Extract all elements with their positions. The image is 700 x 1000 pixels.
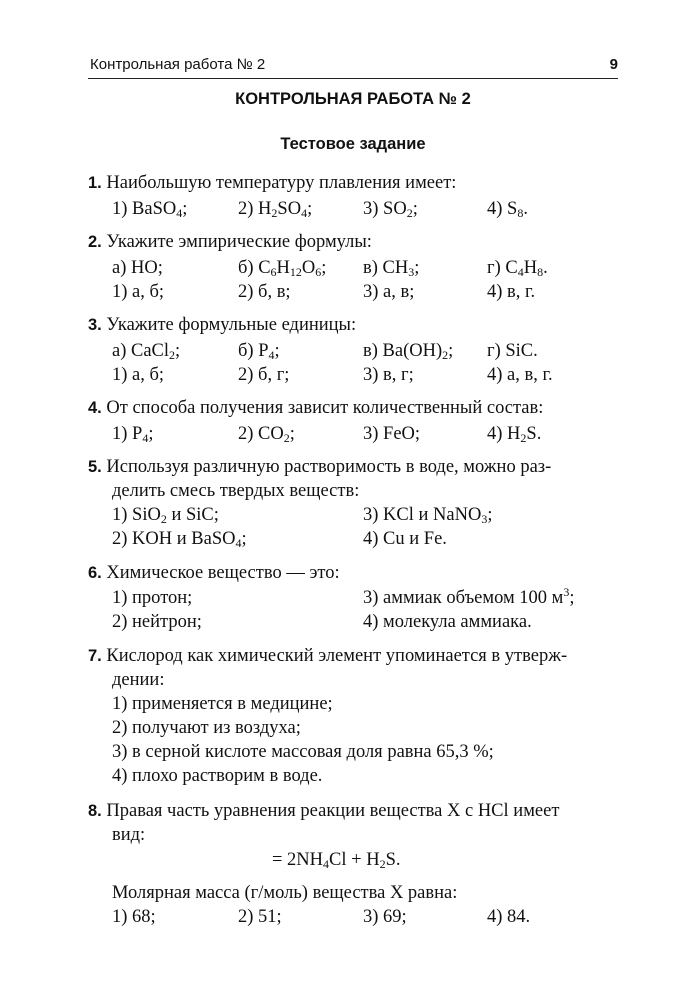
running-header <box>88 56 618 80</box>
question-text-continued: делить смесь твердых веществ: <box>112 481 360 501</box>
answer-option: 3) а, в; <box>363 282 415 302</box>
question-number: 8. <box>88 802 102 820</box>
reaction-equation: = $2NH_4Cl + H_2S$. <box>272 850 401 871</box>
question-text-continued: Молярная масса (г/моль) вещества X равна: <box>112 883 458 903</box>
question-6 <box>88 561 618 585</box>
question-text: Наибольшую температуру плавления имеет: <box>106 173 457 193</box>
formula-option: г) $C_4H_8$. <box>487 258 548 279</box>
answer-option: 1) SiO$_2$ и SiC; <box>112 505 219 526</box>
answer-option: 2) KOH и BaSO$_4$; <box>112 529 247 550</box>
answer-option: 3) в, г; <box>363 365 414 385</box>
formula-option: б) $P_4$; <box>238 341 280 362</box>
answer-option: 1) а, б; <box>112 365 165 385</box>
question-3 <box>88 313 618 337</box>
question-text: Используя различную растворимость в воде, можно раз- <box>106 457 552 477</box>
answer-option: 3) 69; <box>363 907 407 927</box>
question-number: 1. <box>88 174 102 192</box>
formula-option: г) SiC. <box>487 341 538 361</box>
question-text: Укажите эмпирические формулы: <box>106 232 372 252</box>
section-title: Тестовое задание <box>280 135 426 153</box>
question-text: Химическое вещество — это: <box>106 563 340 583</box>
question-7 <box>88 644 618 668</box>
answer-option: 2) $CO_2$; <box>238 424 295 445</box>
question-text-continued: вид: <box>112 825 146 845</box>
answer-option: 1) применяется в медицине; <box>112 694 333 714</box>
answer-option: 2) б, в; <box>238 282 291 302</box>
answer-option: 3) KCl и NaNO$_3$; <box>363 505 493 526</box>
question-number: 3. <box>88 316 102 334</box>
question-text: Кислород как химический элемент упоминается в утверж- <box>106 646 568 666</box>
answer-option: 1) $P_4$; <box>112 424 154 445</box>
formula-option: а) CaCl$_2$; <box>112 341 181 362</box>
answer-option: 4) плохо растворим в воде. <box>112 766 323 786</box>
answer-option: 2) 51; <box>238 907 282 927</box>
question-number: 6. <box>88 564 102 582</box>
answer-option: 3) в серной кислоте массовая доля равна 65,3 %; <box>112 742 494 762</box>
answer-option: 4) $S_8$. <box>487 199 528 220</box>
question-5 <box>88 455 618 479</box>
answer-option: 2) $H_2SO_4$; <box>238 199 313 220</box>
answer-option: 2) получают из воздуха; <box>112 718 301 738</box>
answer-option: 1) 68; <box>112 907 156 927</box>
question-8 <box>88 799 618 823</box>
answer-option: 3) $SO_2$; <box>363 199 418 220</box>
answer-option: 1) протон; <box>112 588 193 608</box>
formula-option: а) HO; <box>112 258 163 278</box>
question-4 <box>88 396 618 420</box>
question-text-continued: дении: <box>112 670 165 690</box>
header-rule <box>88 78 618 79</box>
question-number: 2. <box>88 233 102 251</box>
answer-option: 1) а, б; <box>112 282 165 302</box>
answer-option: 4) $H_2S$. <box>487 424 542 445</box>
formula-option: в) $CH_3$; <box>363 258 420 279</box>
answer-option: 4) в, г. <box>487 282 536 302</box>
answer-option: 1) BaSO$_4$; <box>112 199 188 220</box>
formula-option: б) $C_6H_{12}O_6$; <box>238 258 327 279</box>
answer-option: 2) б, г; <box>238 365 290 385</box>
question-number: 5. <box>88 458 102 476</box>
question-number: 4. <box>88 399 102 417</box>
page-number: 9 <box>609 56 618 73</box>
question-text: Укажите формульные единицы: <box>106 315 357 335</box>
answer-option: 4) Cu и Fe. <box>363 529 447 549</box>
question-number: 7. <box>88 647 102 665</box>
answer-option: 4) а, в, г. <box>487 365 553 385</box>
question-text: От способа получения зависит количественный состав: <box>106 398 544 418</box>
answer-option: 4) молекула аммиака. <box>363 612 532 632</box>
answer-option: 3) аммиак объемом 100 $м^3$; <box>363 585 575 608</box>
answer-option: 2) нейтрон; <box>112 612 202 632</box>
running-title: Контрольная работа № 2 <box>90 56 266 73</box>
formula-option: в) $Ba(OH)_2$; <box>363 341 454 362</box>
page-title: КОНТРОЛЬНАЯ РАБОТА № 2 <box>235 90 471 108</box>
question-2 <box>88 230 618 254</box>
answer-option: 4) 84. <box>487 907 531 927</box>
question-text: Правая часть уравнения реакции вещества X с HCl имеет <box>106 801 560 821</box>
question-1 <box>88 171 618 195</box>
answer-option: 3) FeO; <box>363 424 421 444</box>
